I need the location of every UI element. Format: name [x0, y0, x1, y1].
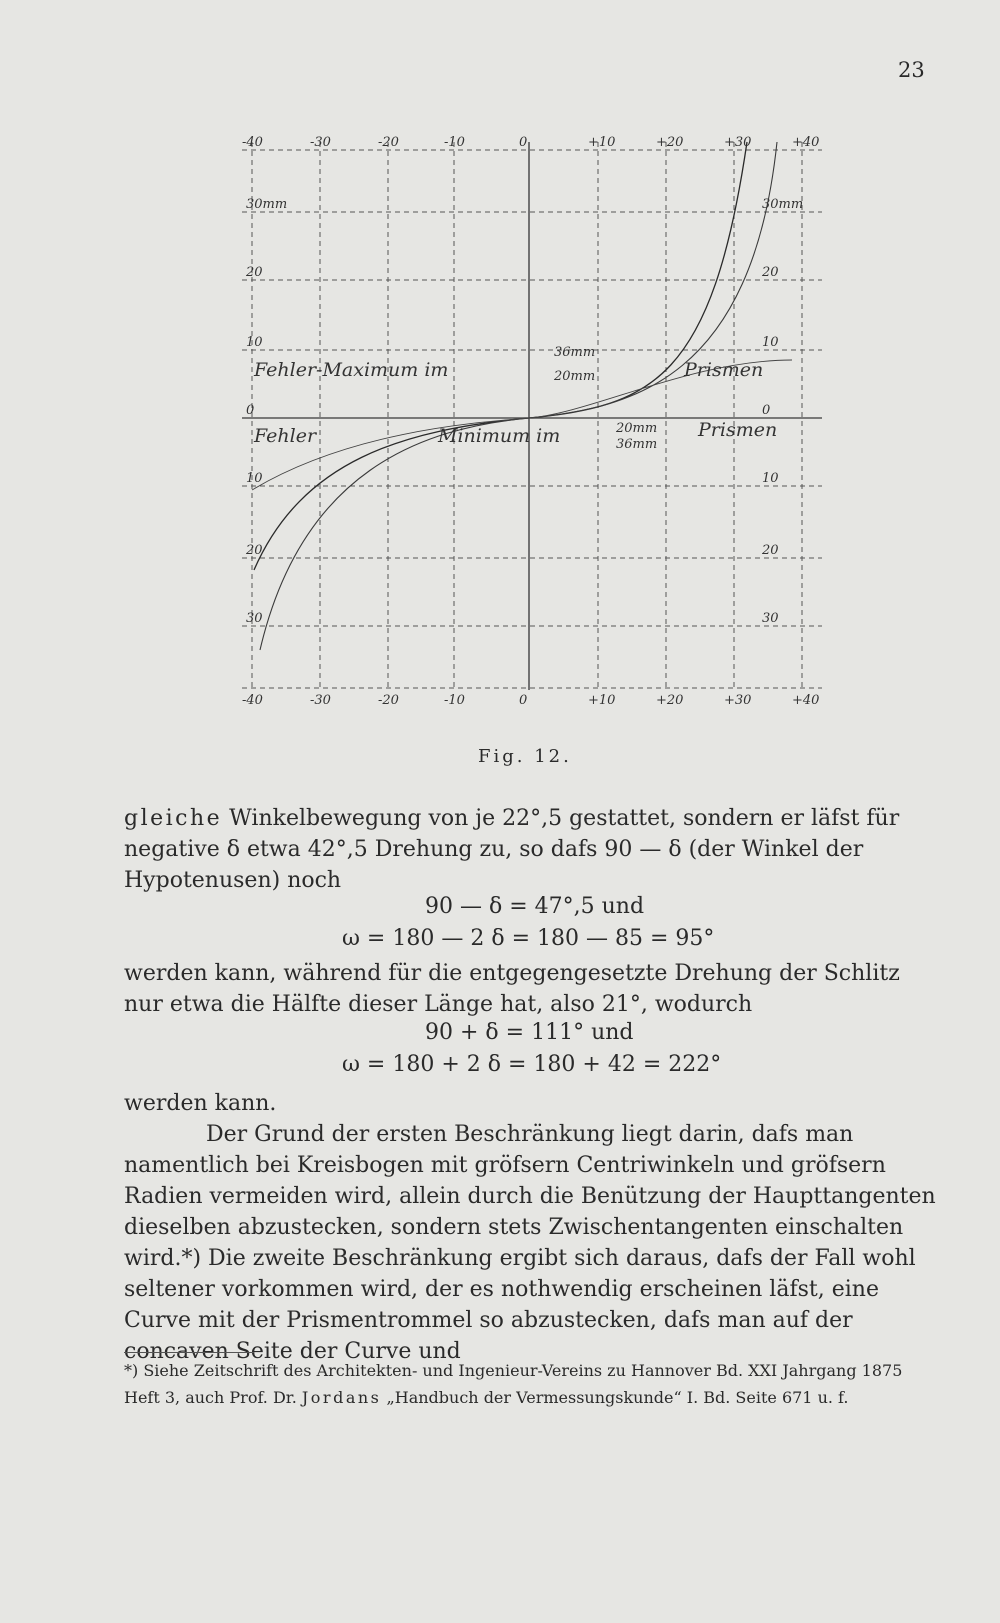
top-tick-label: +30	[724, 135, 752, 150]
annotations	[253, 345, 777, 452]
bottom-tick-label: +40	[792, 693, 820, 708]
footnote-text-a: *) Siehe Zeitschrift des Architekten- und Ingenieur-Vereins zu Hannover Bd. XXI Jahrgang 1875 Heft 3, auch Prof. Dr.	[124, 1361, 903, 1407]
right-tick-label: 30	[762, 611, 779, 626]
label-min-b: Minimum im	[438, 425, 561, 447]
bottom-tick-label: +30	[724, 693, 752, 708]
footnote-text-b: „Handbuch der Vermessungskunde“ I. Bd. Seite 671 u. f.	[381, 1388, 849, 1407]
error-curve-inner	[260, 142, 777, 650]
left-tick-label: 20	[246, 265, 263, 280]
bottom-tick-label: +20	[656, 693, 684, 708]
right-tick-label: 20	[762, 543, 779, 558]
bottom-tick-label: 0	[519, 693, 528, 708]
mm-36-bot: 36mm	[616, 437, 658, 452]
page-number: 23	[898, 58, 925, 82]
paragraph-1-text: Winkelbewegung von je 22°,5 gestattet, sondern er läfst für negative δ etwa 42°,5 Drehung zu, so dafs 90 — δ (der Winkel der Hypotenusen) noch	[124, 806, 900, 893]
left-tick-label: 30	[246, 611, 263, 626]
bottom-tick-label: -30	[310, 693, 331, 708]
mm-20-top: 20mm	[554, 369, 596, 384]
bottom-tick-label: -40	[242, 693, 263, 708]
label-min-a: Fehler	[254, 425, 317, 447]
top-tick-label: -30	[310, 135, 331, 150]
left-tick-label: 30mm	[246, 197, 288, 212]
right-tick-label: 10	[762, 335, 779, 350]
footnote-author: Jordans	[301, 1388, 382, 1407]
label-max: Fehler-Maximum im	[254, 359, 449, 381]
right-tick-label: 30mm	[762, 197, 804, 212]
top-tick-label: 0	[519, 135, 528, 150]
paragraph-1	[124, 803, 939, 896]
error-curve-diagram	[232, 130, 832, 740]
equation-3: 90 + δ = 111° und	[425, 1020, 634, 1045]
paragraph-2: werden kann, während für die entgegengesetzte Drehung der Schlitz nur etwa die Hälfte dieser Länge hat, also 21°, wodurch	[124, 961, 900, 1017]
right-tick-label: 20	[762, 265, 779, 280]
top-tick-label: +40	[792, 135, 820, 150]
equation-2: ω = 180 — 2 δ = 180 — 85 = 95°	[342, 926, 715, 951]
mm-36-top: 36mm	[554, 345, 596, 360]
mm-20-bot: 20mm	[616, 421, 658, 436]
figure-12	[232, 130, 832, 740]
label-max-end: Prismen	[684, 359, 764, 381]
left-tick-label: 20	[246, 543, 263, 558]
curves	[252, 142, 792, 650]
bottom-tick-label: -20	[378, 693, 399, 708]
top-tick-label: -40	[242, 135, 263, 150]
right-tick-label: 10	[762, 471, 779, 486]
spaced-word: gleiche	[124, 806, 223, 831]
top-tick-label: +10	[588, 135, 616, 150]
left-tick-label: 10	[246, 335, 263, 350]
bottom-tick-label: -10	[444, 693, 465, 708]
error-curve-outer	[254, 142, 747, 570]
footnote	[124, 1357, 939, 1411]
right-tick-label: 0	[762, 403, 771, 418]
left-tick-label: 10	[246, 471, 263, 486]
paragraph-3: werden kann.	[124, 1091, 277, 1116]
left-tick-label: 0	[246, 403, 255, 418]
paragraph-4: Der Grund der ersten Beschränkung liegt darin, dafs man namentlich bei Kreisbogen mit gröfsern Centriwinkeln und gröfsern Radien vermeiden wird, allein durch die Benützung der Haupttangenten dieselben abzustecken, sondern stets Zwischentangenten einschalten wird.*) Die zweite Beschränkung ergibt sich daraus, dafs der Fall wohl seltener vorkommen wird, der es nothwendig erscheinen läfst, eine Curve mit der Prismentrommel so abzustecken, dafs man auf der concaven Seite der Curve und	[124, 1122, 936, 1364]
top-tick-label: +20	[656, 135, 684, 150]
figure-caption: Fig. 12.	[478, 746, 572, 767]
top-tick-label: -20	[378, 135, 399, 150]
label-min-end: Prismen	[698, 419, 778, 441]
bottom-tick-label: +10	[588, 693, 616, 708]
footnote-rule	[124, 1352, 254, 1353]
equation-4: ω = 180 + 2 δ = 180 + 42 = 222°	[342, 1052, 722, 1077]
top-tick-label: -10	[444, 135, 465, 150]
grid-lines	[242, 142, 822, 690]
equation-1: 90 — δ = 47°,5 und	[425, 894, 645, 919]
